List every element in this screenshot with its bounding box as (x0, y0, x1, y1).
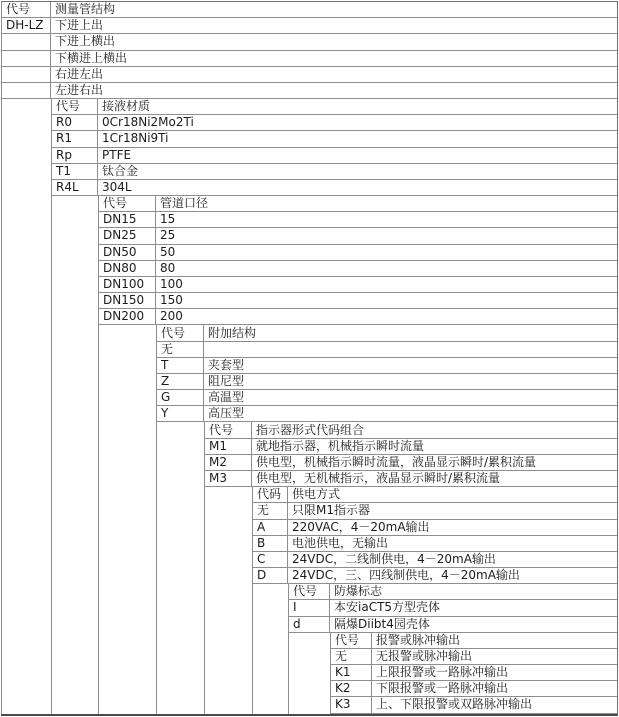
desc-cell: 无报警或脉冲输出 (376, 648, 473, 663)
code-header-cell: 代号 (205, 422, 252, 437)
code-header-cell: 代码 (253, 487, 288, 502)
nested-section-container (98, 196, 617, 714)
code-cell: K2 (331, 681, 372, 696)
table-row (289, 617, 617, 633)
table-row (2, 67, 617, 83)
table-row (289, 600, 617, 616)
desc-cell: 下进上横出 (55, 34, 116, 49)
table-row (331, 649, 617, 665)
indent-spacer (289, 633, 330, 714)
desc-header-cell: 供电方式 (292, 487, 341, 502)
desc-cell: 左进右出 (55, 82, 104, 97)
code-cell: K1 (331, 665, 372, 680)
table-row (99, 212, 617, 228)
code-cell: K3 (331, 697, 372, 712)
code-cell: 无 (157, 342, 204, 357)
table-row (157, 374, 617, 390)
code-cell: M3 (205, 471, 252, 486)
code-cell: d (289, 617, 330, 632)
code-cell: DN150 (99, 293, 156, 308)
code-header-cell: 代号 (157, 325, 204, 340)
desc-header-cell: 接液材质 (102, 99, 151, 114)
code-cell: DN100 (99, 277, 156, 292)
desc-cell: 上、下限报警或双路脉冲输出 (376, 697, 533, 712)
code-cell (2, 83, 51, 98)
code-cell (2, 51, 51, 66)
section-pipe-diameter (98, 196, 617, 714)
desc-cell: 上限报警或一路脉冲输出 (376, 665, 509, 680)
table-row (52, 131, 617, 147)
code-cell: Z (157, 374, 204, 389)
desc-cell: 下限报警或一路脉冲输出 (376, 681, 509, 696)
nested-section-row (99, 325, 617, 713)
nested-section-container (330, 633, 617, 714)
code-cell: D (253, 568, 288, 583)
indent-spacer (157, 422, 204, 713)
table-row (253, 503, 617, 519)
section-measuring-tube-structure (1, 2, 617, 714)
header-row (253, 487, 617, 503)
nested-section-row (2, 99, 617, 714)
code-header-cell: 代号 (99, 196, 156, 211)
table-row (99, 309, 617, 325)
table-row (253, 536, 617, 552)
code-cell: I (289, 600, 330, 615)
header-row (2, 2, 617, 18)
desc-cell: 150 (160, 293, 183, 308)
desc-cell: 25 (160, 228, 176, 243)
code-cell: DN15 (99, 212, 156, 227)
desc-cell: 15 (160, 212, 176, 227)
header-row (157, 325, 617, 341)
model-selection-table (1, 1, 618, 716)
table-row (2, 51, 617, 67)
table-row (157, 358, 617, 374)
code-header-cell: 代号 (331, 633, 372, 648)
desc-header-cell: 指示器形式代码组合 (256, 422, 365, 437)
table-row (205, 455, 617, 471)
table-row (99, 228, 617, 244)
nested-section-row (289, 633, 617, 714)
nested-section-container (51, 99, 617, 714)
section-indicator-type (204, 422, 617, 713)
table-row (253, 520, 617, 536)
nested-section-row (253, 584, 617, 713)
desc-header-cell: 附加结构 (208, 325, 257, 340)
nested-section-container (252, 487, 617, 713)
desc-cell: 0Cr18Ni2Mo2Ti (102, 115, 194, 130)
desc-cell: PTFE (102, 147, 132, 162)
table-row (253, 568, 617, 584)
code-cell: T (157, 358, 204, 373)
desc-cell: 80 (160, 260, 176, 275)
desc-cell: 本安iaCT5方型壳体 (334, 600, 441, 615)
code-cell: G (157, 390, 204, 405)
table-row (52, 180, 617, 196)
code-cell: DN50 (99, 245, 156, 260)
desc-header-cell: 测量管结构 (55, 2, 116, 17)
desc-cell: 右进左出 (55, 66, 104, 81)
desc-cell: 钛合金 (102, 163, 139, 178)
code-cell: 无 (253, 503, 288, 518)
section-alarm-pulse-output (330, 633, 617, 714)
desc-cell: 24VDC，二线制供电，4－20mA输出 (292, 551, 496, 566)
desc-cell: 50 (160, 244, 176, 259)
table-row (52, 164, 617, 180)
table-row (205, 439, 617, 455)
indent-spacer (253, 584, 288, 713)
header-row (99, 196, 617, 212)
code-cell: A (253, 520, 288, 535)
table-row (99, 261, 617, 277)
header-row (52, 99, 617, 115)
desc-header-cell: 防爆标志 (334, 584, 383, 599)
header-row (331, 633, 617, 649)
desc-cell: 1Cr18Ni9Ti (102, 131, 169, 146)
code-cell: DN200 (99, 309, 156, 324)
indent-spacer (52, 196, 98, 714)
table-row (331, 697, 617, 713)
desc-cell: 下进上出 (55, 18, 104, 33)
table-row (99, 277, 617, 293)
nested-section-container (156, 325, 617, 713)
desc-cell: 供电型，无机械指示，液晶显示瞬时/累积流量 (256, 471, 501, 486)
table-row (2, 18, 617, 34)
nested-section-container (288, 584, 617, 713)
section-power-supply (252, 487, 617, 713)
nested-section-row (157, 422, 617, 713)
table-row (157, 342, 617, 358)
code-cell: DN80 (99, 261, 156, 276)
nested-section-row (205, 487, 617, 713)
code-cell: DN25 (99, 228, 156, 243)
code-cell: M1 (205, 439, 252, 454)
desc-cell: 供电型，机械指示瞬时流量，液晶显示瞬时/累积流量 (256, 454, 537, 469)
nested-section-container (204, 422, 617, 713)
code-cell (2, 67, 51, 82)
header-row (289, 584, 617, 600)
desc-cell: 就地指示器，机械指示瞬时流量 (256, 438, 425, 453)
table-row (99, 245, 617, 261)
desc-cell: 304L (102, 179, 132, 194)
desc-cell: 夹套型 (208, 357, 245, 372)
code-cell: M2 (205, 455, 252, 470)
nested-section-row (52, 196, 617, 714)
desc-cell: 阻尼型 (208, 374, 245, 389)
desc-cell: 只限M1指示器 (292, 503, 370, 518)
code-cell: Rp (52, 148, 98, 163)
desc-cell: 200 (160, 309, 183, 324)
table-row (331, 681, 617, 697)
code-cell: B (253, 536, 288, 551)
desc-cell: 高压型 (208, 406, 245, 421)
code-header-cell: 代号 (2, 2, 51, 17)
indent-spacer (2, 99, 51, 714)
code-cell: T1 (52, 164, 98, 179)
desc-cell: 下横进上横出 (55, 50, 128, 65)
code-cell: DH-LZ (2, 18, 51, 33)
desc-header-cell: 报警或脉冲输出 (376, 632, 461, 647)
section-explosion-proof-mark (288, 584, 617, 713)
code-cell: 无 (331, 649, 372, 664)
indent-spacer (99, 325, 156, 713)
section-wetted-material (51, 99, 617, 714)
desc-cell: 隔爆Diibt4园壳体 (334, 616, 430, 631)
table-row (52, 115, 617, 131)
table-row (52, 148, 617, 164)
table-row (253, 552, 617, 568)
desc-cell: 220VAC，4－20mA输出 (292, 519, 430, 534)
code-cell: R1 (52, 131, 98, 146)
code-cell: R4L (52, 180, 98, 195)
code-cell: R0 (52, 115, 98, 130)
table-row (2, 34, 617, 50)
desc-cell: 100 (160, 277, 183, 291)
table-row (205, 471, 617, 487)
desc-header-cell: 管道口径 (160, 196, 209, 211)
code-cell: C (253, 552, 288, 567)
table-row (2, 83, 617, 99)
table-row (157, 390, 617, 406)
indent-spacer (205, 487, 252, 713)
table-row (331, 665, 617, 681)
code-cell (2, 34, 51, 49)
code-header-cell: 代号 (52, 99, 98, 114)
desc-cell: 电池供电，无输出 (292, 535, 389, 550)
table-row (157, 406, 617, 422)
code-cell: Y (157, 406, 204, 421)
section-additional-structure (156, 325, 617, 713)
desc-cell: 24VDC，三、四线制供电，4－20mA输出 (292, 568, 520, 583)
header-row (205, 422, 617, 438)
desc-cell: 高温型 (208, 390, 245, 405)
table-row (99, 293, 617, 309)
code-header-cell: 代号 (289, 584, 330, 599)
desc-cell (204, 342, 617, 357)
